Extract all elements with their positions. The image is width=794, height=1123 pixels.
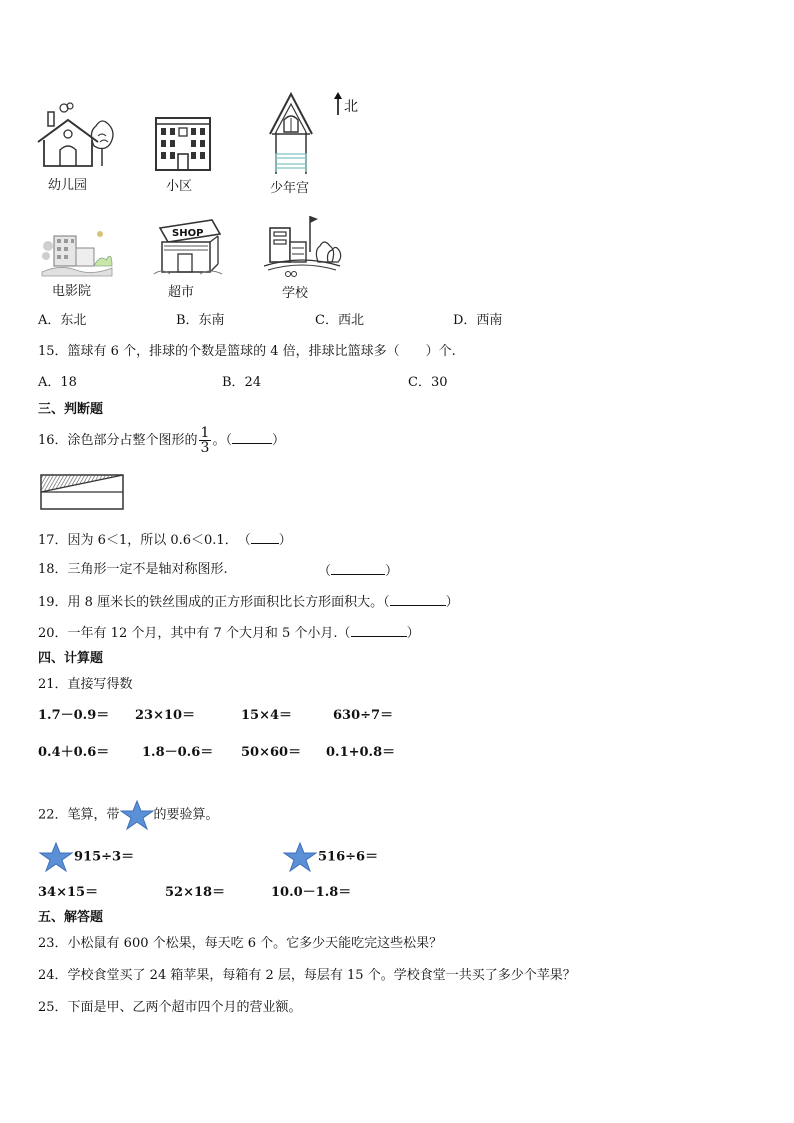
q23-text: 23．小松鼠有 600 个松果，每天吃 6 个。它多少天能吃完这些松果？ [38,936,443,951]
section-3-heading: 三、判断题 [38,402,104,417]
q22-starred-expr-1 [38,842,134,873]
north-arrow-icon [332,92,344,116]
q22-starred-expr-2 [282,842,378,873]
q15-option-a: A．18 [38,375,77,390]
q19-text: 19．用 8 厘米长的铁丝围成的正方形面积比长方形面积大。（ [38,595,390,610]
q22-instruction [38,800,219,831]
school-icon [262,212,342,282]
q21-expr: 1.8－0.6＝ [142,745,214,760]
q16-paren-close: ） [271,433,285,448]
q24-text: 24．学校食堂买了 24 箱苹果，每箱有 2 层，每层有 15 个。学校食堂一共买了多少个苹果？ [38,968,576,983]
youth-palace-icon [266,92,316,176]
q21-expr: 0.4＋0.6＝ [38,745,110,760]
q21-expr: 0.1+0.8＝ [326,745,396,760]
north-label: 北 [344,99,358,115]
q17 [38,531,292,549]
q18-answer-blank[interactable] [331,562,385,575]
section-5-heading: 五、解答题 [38,910,104,925]
q22-expr: 915÷3＝ [74,849,135,865]
fraction-one-third [199,426,212,455]
q25-text: 25．下面是甲、乙两个超市四个月的营业额。 [38,1000,302,1015]
residential-building-icon [154,114,212,172]
supermarket-icon [152,216,224,278]
fraction-numerator: 1 [200,425,210,441]
q21-expr: 50×60＝ [241,745,302,760]
q22-text-after: 的要验算。 [153,807,219,823]
q21-expr: 630÷7＝ [333,708,394,723]
star-icon [38,842,74,872]
q17-text: 17．因为 6＜1，所以 0.6＜0.1． （ [38,533,251,548]
q17-paren-close: ） [278,533,292,548]
q19-answer-blank[interactable] [390,593,446,606]
place-label-youth-palace: 少年宫 [270,181,310,196]
q14-option-d: D．西南 [453,313,503,328]
place-label-residential: 小区 [166,179,193,194]
q18-text: 18．三角形一定不是轴对称图形. [38,562,228,577]
q20-text: 20．一年有 12 个月，其中有 7 个大月和 5 个小月.（ [38,626,351,641]
map-figure [30,88,370,303]
q16-text: 16．涂色部分占整个图形的 [38,433,198,448]
q17-answer-blank[interactable] [251,531,279,544]
kindergarten-icon [36,102,116,172]
q22-expr: 10.0－1.8＝ [271,885,352,900]
q16-answer-blank[interactable] [232,431,272,444]
q19 [38,593,459,611]
star-icon [282,842,318,872]
q21-expr: 23×10＝ [135,708,196,723]
q21-title: 21．直接写得数 [38,677,133,692]
q16 [38,424,285,458]
place-label-school: 学校 [282,286,309,301]
q18-paren-close: ） [385,564,399,579]
q18-paren-open: （ [318,564,332,579]
q15-option-b: B．24 [222,375,262,390]
place-label-kindergarten: 幼儿园 [48,178,88,193]
svg-text:SHOP: SHOP [172,228,204,239]
shaded-rectangle-figure [40,474,124,510]
q22-expr: 34×15＝ [38,885,99,900]
q15-option-c: C．30 [408,375,448,390]
q20 [38,624,420,642]
fraction-denominator: 3 [200,440,210,456]
q14-option-b: B．东南 [176,313,225,328]
q14-option-a: A．东北 [38,313,87,328]
place-label-cinema: 电影院 [52,284,92,299]
q20-paren-close: ） [406,626,420,641]
q14-option-c: C．西北 [315,313,364,328]
q15-text: 15．篮球有 6 个，排球的个数是篮球的 4 倍，排球比篮球多（ ）个. [38,344,456,359]
q21-expr: 15×4＝ [241,708,293,723]
q21-expr: 1.7－0.9＝ [38,708,110,723]
q16-paren-open: 。（ [212,433,232,448]
section-4-heading: 四、计算题 [38,651,104,666]
q18-answer [318,562,398,580]
q22-expr: 516÷6＝ [318,849,379,865]
cinema-icon [40,226,114,282]
q19-paren-close: ） [445,595,459,610]
q20-answer-blank[interactable] [351,624,407,637]
q22-text-before: 22．笔算，带 [38,807,120,823]
star-icon [120,800,154,830]
place-label-supermarket: 超市 [168,285,195,300]
q22-expr: 52×18＝ [165,885,226,900]
